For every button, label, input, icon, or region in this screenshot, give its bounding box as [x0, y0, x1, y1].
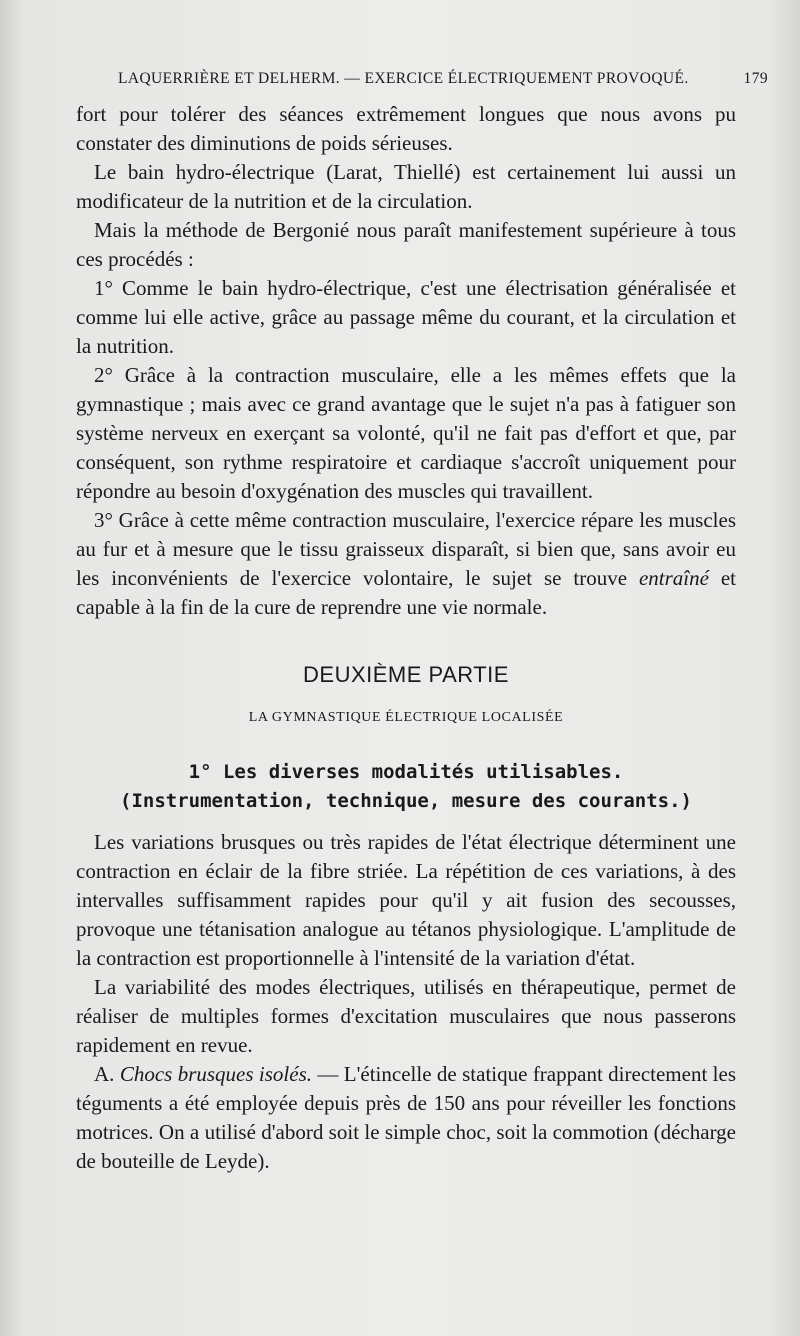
point-3-text-b: et capable à la fin de la cure de reprendre une vie normale.: [76, 566, 737, 619]
paragraph-chocs: [76, 1060, 736, 1176]
chocs-text: — L'étincelle de statique frappant directement les téguments a été employée depuis près de 150 ans pour réveiller les fonctions motrices. On a utilisé d'abord soit le simple choc, soit la commotion (décharge de bouteille de Leyde).: [76, 1062, 736, 1173]
running-title: LAQUERRIÈRE ET DELHERM. — EXERCICE ÉLECTRIQUEMENT PROVOQUÉ.: [118, 70, 689, 87]
paragraph-bain-hydro: Le bain hydro-électrique (Larat, Thiellé) est certainement lui aussi un modificateur de la nutrition et de la circulation.: [76, 160, 736, 213]
paragraph-variations: Les variations brusques ou très rapides de l'état électrique déterminent une contraction en éclair de la fibre striée. La répétition de ces variations, à des intervalles suffisamment rapides pour qu'il y ait fusion des secousses, provoque une tétanisation analogue au tétanos physiologique. L'amplitude de la contraction est proportionnelle à l'intensité de la variation d'état.: [76, 830, 736, 970]
paragraph-continuation: fort pour tolérer des séances extrêmement longues que nous avons pu constater des diminutions de poids sérieuses.: [76, 102, 736, 155]
page-number: 179: [743, 70, 768, 87]
paragraph-point-2: 2° Grâce à la contraction musculaire, elle a les mêmes effets que la gymnastique ; mais avec ce grand avantage que le sujet n'a pas à fatiguer son système nerveux en exerçant sa volonté, qu'il ne fait pas d'effort et que, par conséquent, son rythme respiratoire et cardiaque s'accroît uniquement pour répondre au besoin d'oxygénation des muscles qui travaillent.: [76, 363, 736, 503]
part-title: DEUXIÈME PARTIE: [303, 662, 509, 687]
section-subtitle: (Instrumentation, technique, mesure des courants.): [120, 790, 692, 812]
paragraph-bergonie: Mais la méthode de Bergonié nous paraît manifestement supérieure à tous ces procédés :: [76, 218, 736, 271]
point-3-emphasis: entraîné: [638, 566, 709, 590]
chocs-label: A.: [94, 1062, 120, 1086]
point-3-text-a: 3° Grâce à cette même contraction musculaire, l'exercice répare les muscles au fur et à mesure que le tissu graisseux disparaît, si bien que, sans avoir eu les inconvénients de l'exercice volontaire, le sujet se trouve: [76, 508, 736, 590]
paragraph-variabilite: La variabilité des modes électriques, utilisés en thérapeutique, permet de réaliser de multiples formes d'excitation musculaires que nous passerons rapidement en revue.: [76, 975, 736, 1057]
chocs-emphasis: Chocs brusques isolés.: [119, 1062, 313, 1086]
paragraph-point-3: [76, 506, 736, 622]
page-body: [76, 100, 736, 1176]
paragraph-point-1: 1° Comme le bain hydro-électrique, c'est une électrisation généralisée et comme lui elle active, grâce au passage même du courant, et la circulation et la nutrition.: [76, 276, 736, 358]
part-subtitle: LA GYMNASTIQUE ÉLECTRIQUE LOCALISÉE: [248, 710, 564, 725]
section-title: 1° Les diverses modalités utilisables.: [188, 761, 624, 783]
running-header: [118, 70, 768, 88]
